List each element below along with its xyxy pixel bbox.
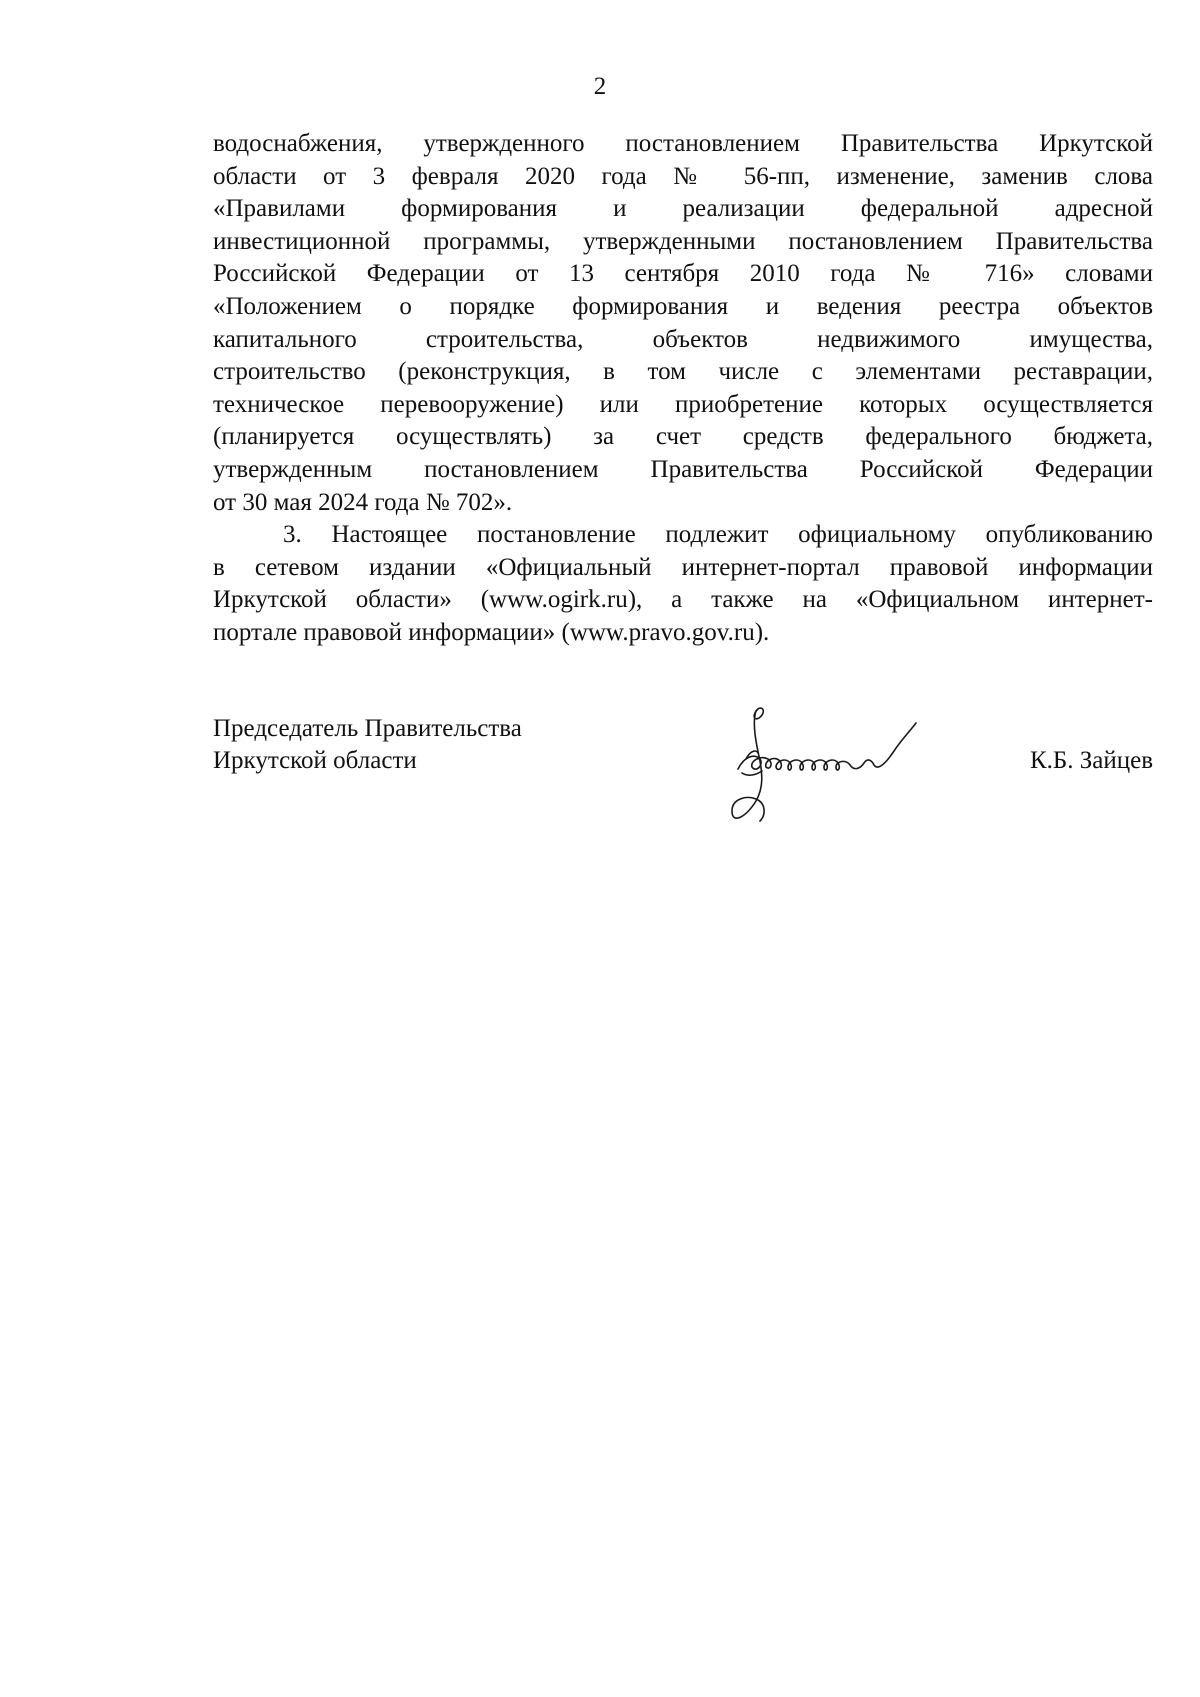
page-number: 2 [593, 73, 607, 100]
text-line: утвержденным постановлением Правительства Российской Федерации [213, 455, 1153, 483]
text-line: строительство (реконструкция, в том числе с элементами реставрации, [213, 358, 1153, 386]
text-line: области от 3 февраля 2020 года № 56-пп, изменение, заменив слова [213, 162, 1153, 190]
text-line: капитального строительства, объектов недвижимого имущества, [213, 325, 1153, 353]
text-line: Иркутской области» (www.ogirk.ru), а также на «Официальном интернет- [213, 586, 1153, 614]
text-line: «Положением о порядке формирования и ведения реестра объектов [213, 292, 1153, 320]
paragraph-3 [213, 519, 1153, 649]
signer-position-line: Председатель Правительства [213, 715, 522, 742]
handwritten-signature [726, 703, 966, 833]
text-line: 3. Настоящее постановление подлежит официальному опубликованию [283, 521, 1153, 549]
signer-position-line: Иркутской области [213, 747, 417, 774]
text-line: портале правовой информации» (www.pravo.gov.ru). [213, 618, 770, 646]
text-line: (планируется осуществлять) за счет средств федерального бюджета, [213, 423, 1153, 451]
text-line: водоснабжения, утвержденного постановлением Правительства Иркутской [213, 130, 1153, 157]
text-line: «Правилами формирования и реализации федеральной адресной [213, 195, 1153, 223]
text-line: техническое перевооружение) или приобретение которых осуществляется [213, 390, 1153, 418]
signer-name: К.Б. Зайцев [1029, 747, 1153, 774]
signature-block [213, 713, 1153, 833]
text-line: от 30 мая 2024 года № 702». [213, 488, 513, 516]
signer-position [213, 713, 522, 777]
paragraph-continuation [213, 128, 1153, 519]
text-line: в сетевом издании «Официальный интернет-портал правовой информации [213, 553, 1153, 581]
document-body [213, 128, 1153, 650]
text-line: Российской Федерации от 13 сентября 2010 года № 716» словами [213, 260, 1153, 288]
text-line: инвестиционной программы, утвержденными постановлением Правительства [213, 227, 1153, 255]
